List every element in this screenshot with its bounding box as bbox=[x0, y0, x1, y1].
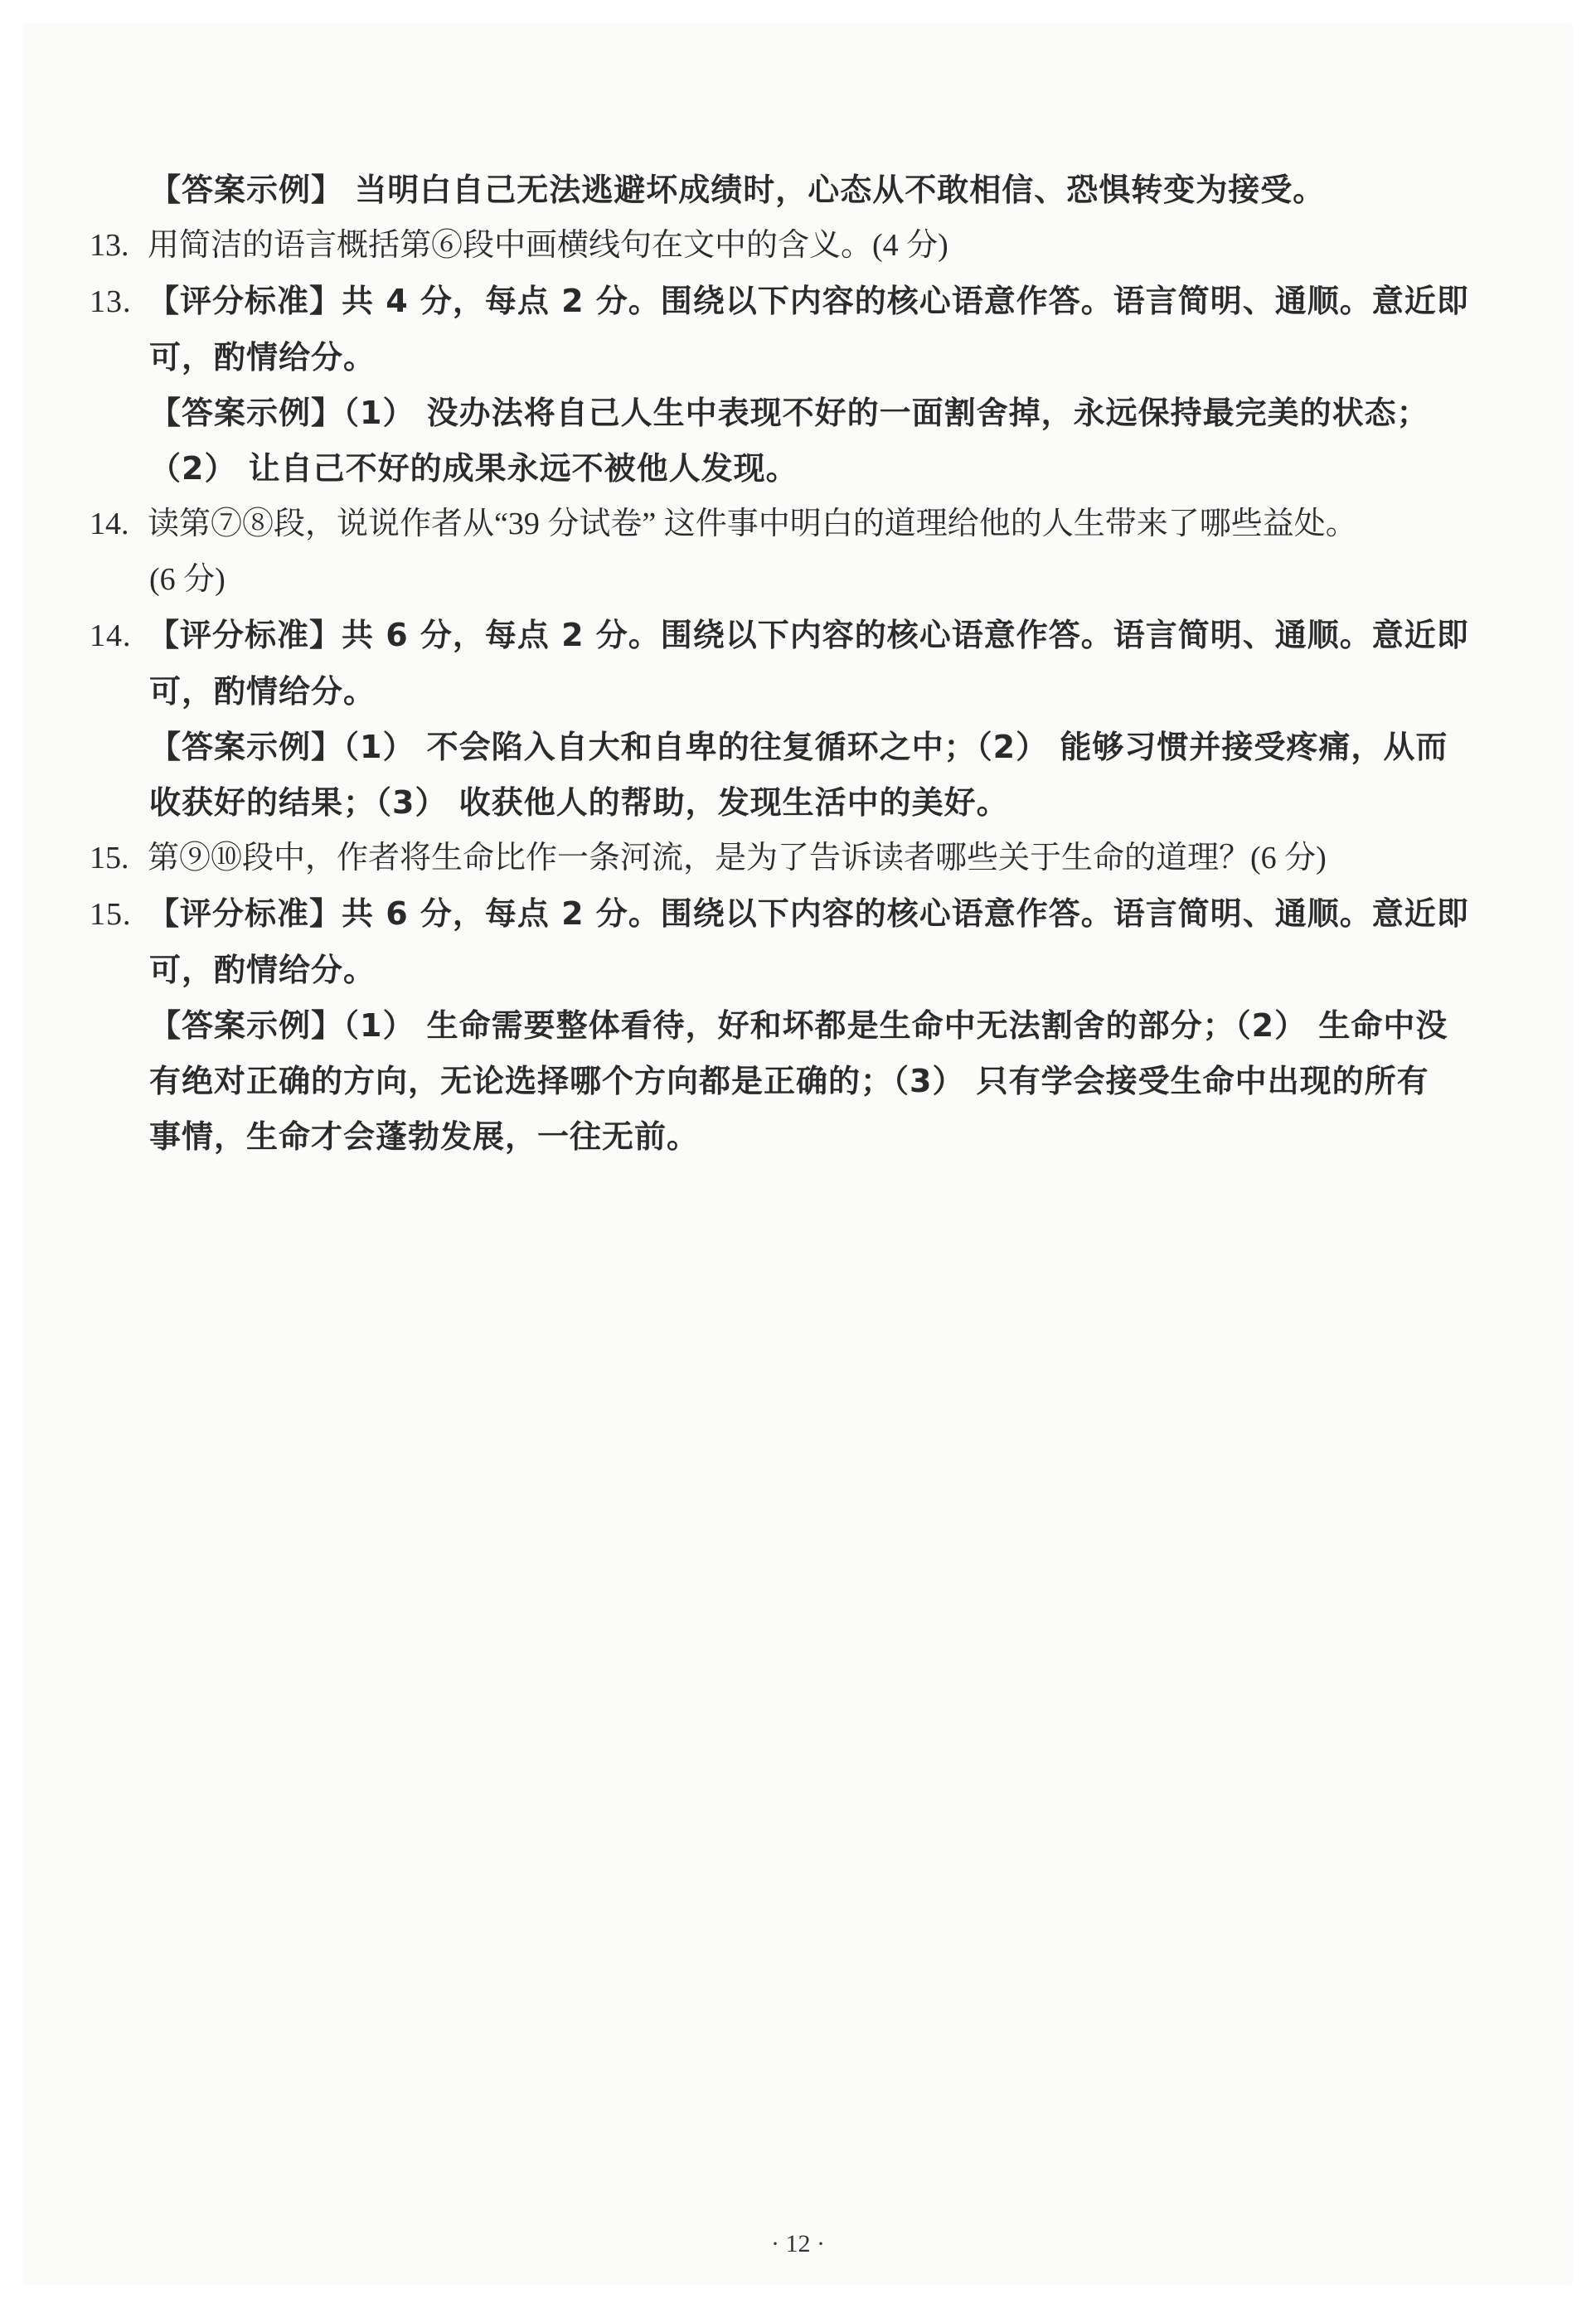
question-number: 15. bbox=[90, 841, 129, 875]
question-points: (6 分) bbox=[149, 562, 226, 597]
scoring-standard-14 bbox=[90, 608, 1482, 664]
answer-example-line: 【答案示例】（1） 不会陷入自大和自卑的往复循环之中；（2） 能够习惯并接受疼痛，从而 bbox=[149, 729, 1448, 765]
question-text: 读第⑦⑧段，说说作者从“39 分试卷” 这件事中明白的道理给他的人生带来了哪些益处。 bbox=[148, 507, 1357, 541]
page-number: · 12 · bbox=[771, 2230, 825, 2257]
scoring-text: 【评分标准】共 4 分，每点 2 分。围绕以下内容的核心语意作答。语言简明、通顺。意近即 bbox=[148, 283, 1469, 319]
scoring-standard-15 bbox=[90, 886, 1482, 943]
answer-example-line: 【答案示例】 当明白自己无法逃避坏成绩时，心态从不敢相信、恐惧转变为接受。 bbox=[149, 172, 1326, 208]
question-14 bbox=[90, 497, 1482, 552]
answer-example-line: （2） 让自己不好的成果永远不被他人发现。 bbox=[149, 450, 798, 487]
question-text: 第⑨⑩段中，作者将生命比作一条河流，是为了告诉读者哪些关于生命的道理？(6 分) bbox=[148, 841, 1327, 875]
answer-key-content bbox=[90, 162, 1482, 1165]
question-number: 14. bbox=[90, 618, 132, 653]
question-number: 15. bbox=[90, 897, 132, 932]
answer-example-line: 【答案示例】（1） 没办法将自己人生中表现不好的一面割舍掉，永远保持最完美的状态； bbox=[149, 395, 1429, 431]
answer-example-line: 收获好的结果；（3） 收获他人的帮助，发现生活中的美好。 bbox=[149, 784, 1009, 821]
answer-example-line: 【答案示例】（1） 生命需要整体看待，好和坏都是生命中无法割舍的部分；（2） 生命中没 bbox=[149, 1007, 1448, 1044]
question-text: 用简洁的语言概括第⑥段中画横线句在文中的含义。(4 分) bbox=[148, 228, 948, 263]
scoring-standard-13 bbox=[90, 274, 1482, 330]
answer-example-line: 有绝对正确的方向，无论选择哪个方向都是正确的；（3） 只有学会接受生命中出现的所有 bbox=[149, 1063, 1429, 1099]
question-number: 13. bbox=[90, 228, 129, 263]
question-15 bbox=[90, 831, 1482, 886]
question-number: 14. bbox=[90, 507, 129, 541]
scoring-continuation: 可，酌情给分。 bbox=[149, 952, 376, 988]
scoring-text: 【评分标准】共 6 分，每点 2 分。围绕以下内容的核心语意作答。语言简明、通顺。意近即 bbox=[148, 617, 1469, 653]
scoring-continuation: 可，酌情给分。 bbox=[149, 673, 376, 710]
question-13 bbox=[90, 218, 1482, 274]
scoring-continuation: 可，酌情给分。 bbox=[149, 339, 376, 376]
scoring-text: 【评分标准】共 6 分，每点 2 分。围绕以下内容的核心语意作答。语言简明、通顺。意近即 bbox=[148, 895, 1469, 932]
question-number: 13. bbox=[90, 284, 132, 319]
answer-example-line: 事情，生命才会蓬勃发展，一往无前。 bbox=[149, 1118, 700, 1155]
